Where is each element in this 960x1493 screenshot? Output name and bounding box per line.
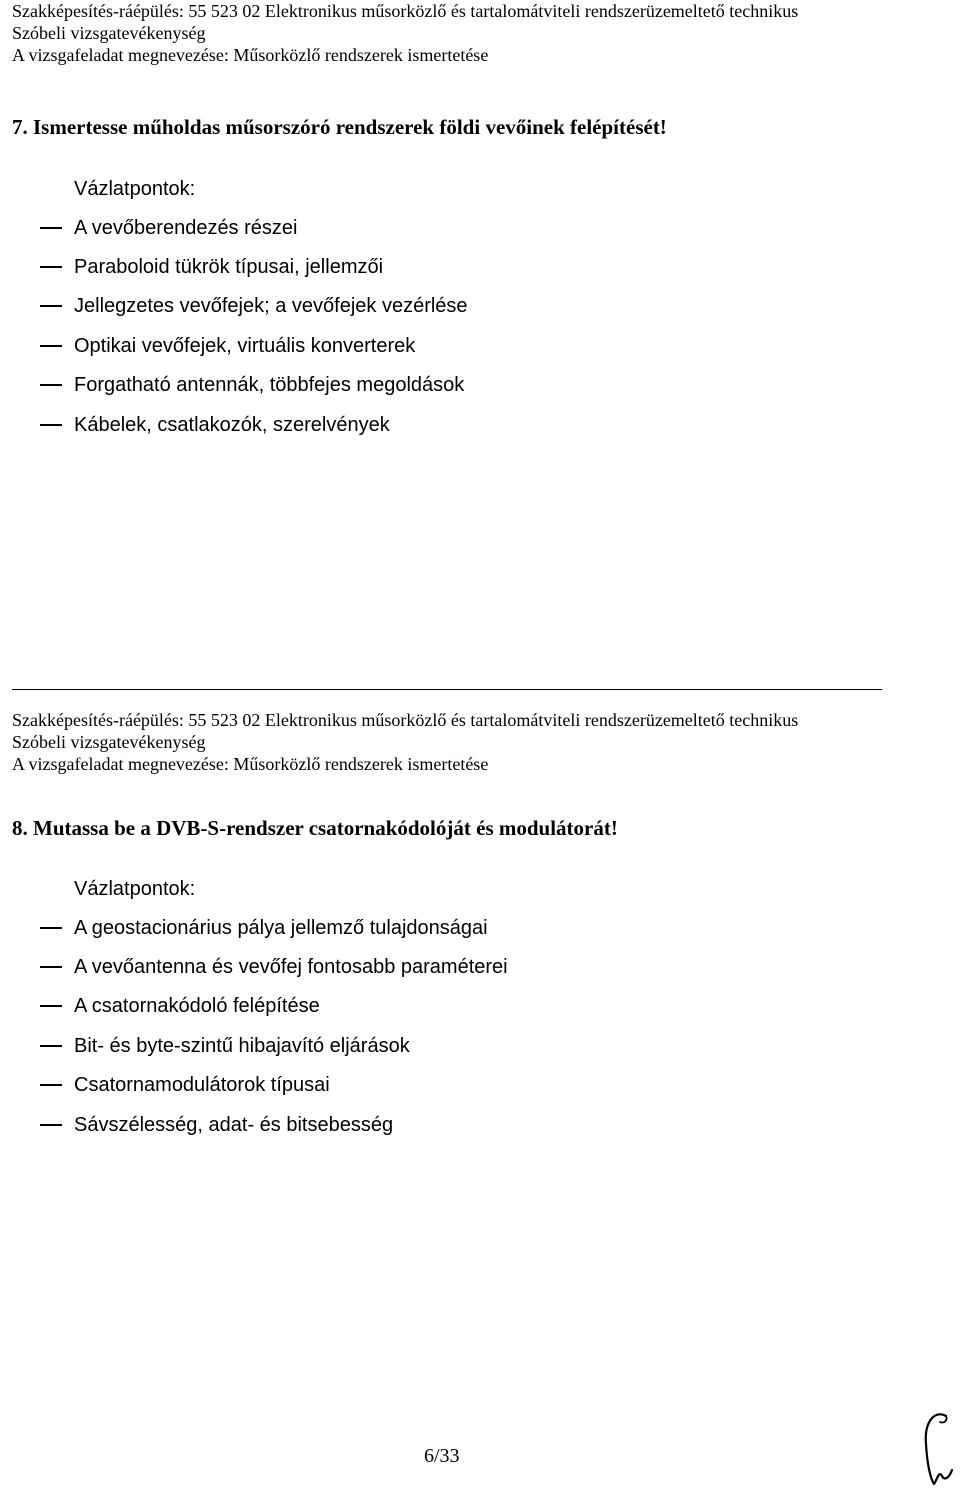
header-task-name: A vizsgafeladat megnevezése: Műsorközlő rendszerek ismertetése [12, 45, 489, 65]
header-qualification: Szakképesítés-ráépülés: 55 523 02 Elektronikus műsorközlő és tartalomátviteli rendszerüzemeltető technikus [12, 710, 799, 730]
outline-item-text: Jellegzetes vevőfejek; a vevőfejek vezérlése [74, 295, 468, 318]
signature-mark [918, 1410, 956, 1493]
question-8-title: 8. Mutassa be a DVB-S-rendszer csatornakódolóját és modulátorát! [12, 816, 618, 840]
outline-item [40, 208, 468, 247]
dash-bullet [40, 1124, 62, 1126]
question-7-outline-label: Vázlatpontok: [74, 178, 196, 200]
dash-bullet [40, 966, 62, 968]
outline-item-text: Csatornamodulátorok típusai [74, 1074, 330, 1097]
header-exam-type: Szóbeli vizsgatevékenység [12, 23, 206, 43]
dash-bullet [40, 227, 62, 229]
dash-bullet [40, 1005, 62, 1007]
outline-item [40, 366, 468, 405]
outline-item-text: Forgatható antennák, többfejes megoldások [74, 374, 465, 397]
dash-bullet [40, 384, 62, 386]
outline-item [40, 405, 468, 444]
page-header-2 [12, 709, 952, 775]
outline-item-text: Optikai vevőfejek, virtuális konverterek [74, 334, 416, 357]
outline-item [40, 1066, 508, 1105]
outline-item [40, 987, 508, 1026]
header-exam-type: Szóbeli vizsgatevékenység [12, 732, 206, 752]
page-header [12, 0, 952, 66]
dash-bullet [40, 305, 62, 307]
question-8-outline-label: Vázlatpontok: [74, 878, 196, 900]
outline-item [40, 326, 468, 365]
question-8-outline-list [40, 908, 508, 1144]
dash-bullet [40, 266, 62, 268]
outline-item [40, 908, 508, 947]
outline-item [40, 947, 508, 986]
outline-item [40, 287, 468, 326]
question-7-outline-list [40, 208, 468, 444]
outline-item-text: Kábelek, csatlakozók, szerelvények [74, 413, 390, 436]
outline-item-text: A vevőberendezés részei [74, 216, 298, 239]
header-task-name: A vizsgafeladat megnevezése: Műsorközlő rendszerek ismertetése [12, 754, 489, 774]
outline-item-text: Paraboloid tükrök típusai, jellemzői [74, 256, 384, 279]
outline-item-text: A geostacionárius pálya jellemző tulajdonságai [74, 916, 488, 939]
page-number: 6/33 [424, 1445, 460, 1467]
outline-item [40, 1026, 508, 1065]
outline-item-text: A csatornakódoló felépítése [74, 995, 320, 1018]
outline-item-text: Sávszélesség, adat- és bitsebesség [74, 1113, 394, 1136]
dash-bullet [40, 1045, 62, 1047]
dash-bullet [40, 927, 62, 929]
page-separator [12, 689, 882, 690]
dash-bullet [40, 1084, 62, 1086]
dash-bullet [40, 345, 62, 347]
header-qualification: Szakképesítés-ráépülés: 55 523 02 Elektronikus műsorközlő és tartalomátviteli rendszerüzemeltető technikus [12, 1, 799, 21]
dash-bullet [40, 424, 62, 426]
outline-item [40, 247, 468, 286]
question-7-title: 7. Ismertesse műholdas műsorszóró rendszerek földi vevőinek felépítését! [12, 115, 667, 139]
outline-item-text: A vevőantenna és vevőfej fontosabb paraméterei [74, 956, 508, 979]
outline-item-text: Bit- és byte-szintű hibajavító eljárások [74, 1034, 410, 1057]
outline-item [40, 1105, 508, 1144]
